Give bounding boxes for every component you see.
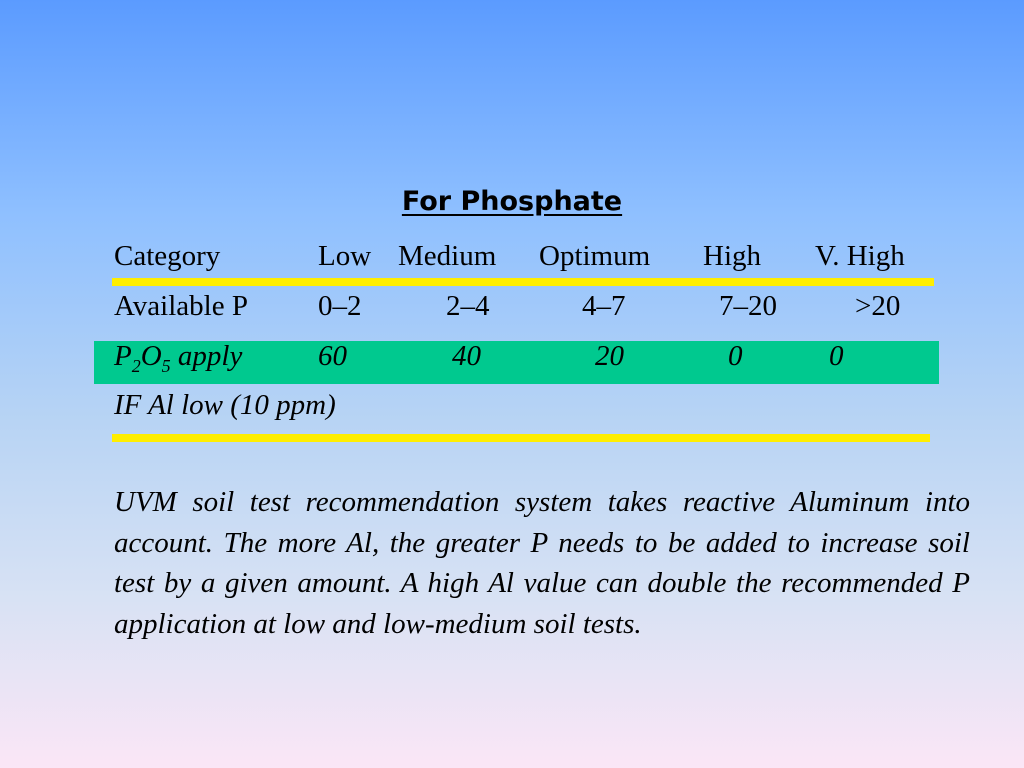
- available-p-label: Available P: [114, 290, 248, 322]
- header-category-label: Category: [114, 240, 221, 272]
- table-row-p2o5-apply: [0, 336, 1024, 376]
- p2o5-sub-2: 2: [131, 355, 141, 376]
- p2o5-suffix: apply: [170, 340, 243, 372]
- header-col-high: High: [703, 240, 761, 272]
- p2o5-vhigh: 0: [829, 340, 844, 372]
- available-p-optimum: 4–7: [582, 290, 626, 322]
- al-low-note: IF Al low (10 ppm): [114, 389, 336, 421]
- available-p-low: 0–2: [318, 290, 362, 322]
- p2o5-sub-5: 5: [161, 355, 171, 376]
- p2o5-prefix: P: [114, 340, 132, 372]
- p2o5-mid: O: [140, 340, 162, 372]
- table-row-available-p: [0, 286, 1024, 326]
- table-header-row: [0, 236, 1024, 276]
- p2o5-high: 0: [728, 340, 743, 372]
- yellow-divider-bottom: [112, 434, 930, 442]
- available-p-high: 7–20: [719, 290, 777, 322]
- table-note-row: [0, 385, 1024, 425]
- header-col-optimum: Optimum: [539, 240, 651, 272]
- header-col-medium: Medium: [398, 240, 497, 272]
- p2o5-low: 60: [318, 340, 347, 372]
- explanation-paragraph: UVM soil test recommendation system takes reactive Aluminum into account. The more Al, the greater P needs to be added to increase soil test by a given amount. A high Al value can double the recommended P application at low and low-medium soil tests.: [114, 486, 970, 640]
- p2o5-optimum: 20: [595, 340, 624, 372]
- slide-title: For Phosphate: [401, 186, 623, 217]
- available-p-vhigh: >20: [855, 290, 901, 322]
- available-p-medium: 2–4: [446, 290, 490, 322]
- p2o5-medium: 40: [452, 340, 481, 372]
- yellow-divider-top: [112, 278, 934, 286]
- header-col-low: Low: [318, 240, 372, 272]
- header-col-vhigh: V. High: [815, 240, 905, 272]
- p2o5-apply-label: [114, 336, 242, 386]
